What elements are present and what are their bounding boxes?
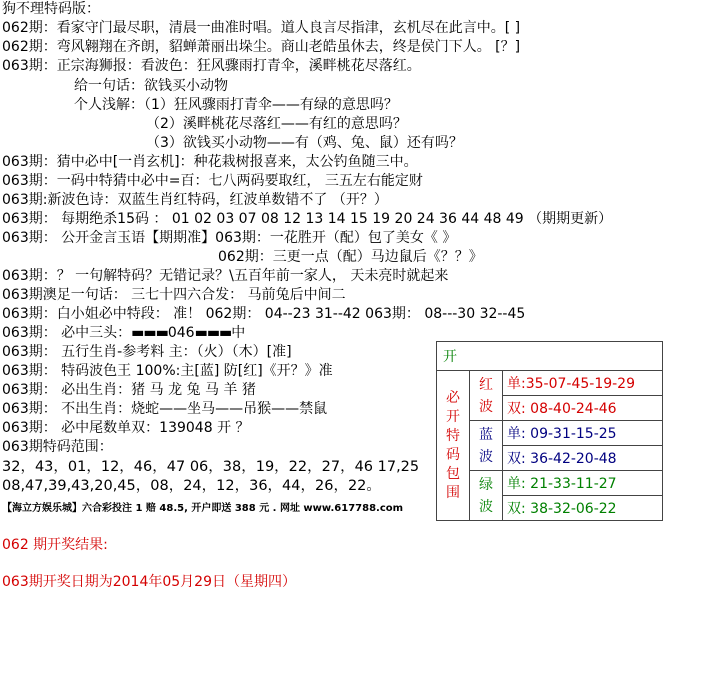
wave-blue-label: 蓝 波 xyxy=(470,421,503,471)
text-line: 063期：正宗海狮报：看波色：狂风骤雨打青伞，溪畔桃花尽落红。 xyxy=(2,58,421,74)
personal-note-1: 个人浅解：（1）狂风骤雨打青伞——有绿的意思吗？ xyxy=(74,97,398,113)
text-line: 063期：？ 一句解特码？无错记录？\五百年前一家人， 天未亮时就起来 xyxy=(2,268,449,284)
text-line: 063期： 不出生肖：烧蛇——坐马——吊猴——禁鼠 xyxy=(2,401,328,417)
three-heads-suffix: 中 xyxy=(231,325,246,341)
three-heads-prefix: 063期： 必中三头： xyxy=(2,325,132,341)
text-line: 063期： 必中尾数单双：139048 开 ？ xyxy=(2,420,250,436)
text-line: 063期： 五行生肖-参考料 主：（火）（木）[准] xyxy=(2,344,292,360)
personal-note-3: （3）欲钱买小动物——有（鸡、兔、鼠）还有吗？ xyxy=(146,135,463,151)
page-heading: 狗不理特码版： xyxy=(2,1,100,17)
text-line: 063期澳足一句话： 三七十四六合发： 马前兔后中间二 xyxy=(2,287,346,303)
wave-panel xyxy=(436,341,663,521)
wave-red-odd: 单:35-07-45-19-29 xyxy=(503,371,663,396)
text-line: 063期： 每期绝杀15码 ： 01 02 03 07 08 12 13 14 15 19 20 24 36 44 48 49 （期期更新） xyxy=(2,211,613,227)
text-line: 063期：猜中必中[一肖玄机]：种花栽树报喜来，太公钓鱼随三中。 xyxy=(2,154,418,170)
text-line: 063期:新波色诗：双蓝生肖红特码，红波单数错不了 （开？） xyxy=(2,192,388,208)
wave-green-label: 绿 波 xyxy=(470,471,503,521)
wave-blue-even: 双: 36-42-20-48 xyxy=(503,446,663,471)
three-heads-line xyxy=(2,324,245,343)
wave-red-label: 红 波 xyxy=(470,371,503,421)
range-row-2: 08,47,39,43,20,45，08，24，12，36，44，26，22。 xyxy=(2,478,381,494)
panel-vertical-label: 必 开 特 码 包 围 xyxy=(437,371,470,521)
range-row-1: 32，43，01，12，46，47 06，38，19，22，27，46 17,25 xyxy=(2,459,420,475)
panel-header: 开 xyxy=(437,342,663,371)
personal-note-2: （2）溪畔桃花尽落红——有红的意思吗？ xyxy=(146,116,407,132)
wave-green-odd: 单: 21-33-11-27 xyxy=(503,471,663,496)
redacted-bars: ▬▬▬ xyxy=(194,325,232,341)
text-line: 063期：一码中特猜中必中=百：七八两码要取红， 三五左右能定财 xyxy=(2,173,423,189)
text-line: 063期：白小姐必中特段： 准！ 062期： 04--23 31--42 063期： 08---30 32--45 xyxy=(2,306,526,322)
text-line: 063期： 必出生肖：猪 马 龙 兔 马 羊 猪 xyxy=(2,382,256,398)
ad-banner: 【海立方娱乐城】六合彩投注 1 赔 48.5, 开户即送 388 元 . 网址 www.617788.com xyxy=(2,503,404,514)
three-heads-number: 046 xyxy=(167,325,195,341)
wave-green-even: 双: 38-32-06-22 xyxy=(503,496,663,521)
wave-red-even: 双: 08-40-24-46 xyxy=(503,396,663,421)
gift-phrase: 给一句话：欲钱买小动物 xyxy=(74,78,228,94)
text-line: 063期特码范围： xyxy=(2,439,113,455)
result-063-date: 063期开奖日期为2014年05月29日（星期四） xyxy=(2,574,296,590)
text-line: 063期： 公开金言玉语【期期准】063期：一花胜开（配）包了美女《 》 xyxy=(2,230,457,246)
redacted-bars: ▬▬▬ xyxy=(131,325,168,341)
result-062: 062 期开奖结果: xyxy=(2,537,108,553)
text-line: 063期： 特码波色王 100%:主[蓝] 防[红]《开？》准 xyxy=(2,363,333,379)
wave-blue-odd: 单: 09-31-15-25 xyxy=(503,421,663,446)
centered-line: 062期：三更一点（配）马边鼠后《？？》 xyxy=(218,249,483,265)
text-line: 062期：弯风翱翔在齐朗，貂蝉萧丽出垛尘。商山老皓虽休去，终是侯门下人。 [？] xyxy=(2,39,521,55)
text-line: 062期：看家守门最尽职，清晨一曲准时唱。道人良言尽指津，玄机尽在此言中。[ ] xyxy=(2,20,521,36)
